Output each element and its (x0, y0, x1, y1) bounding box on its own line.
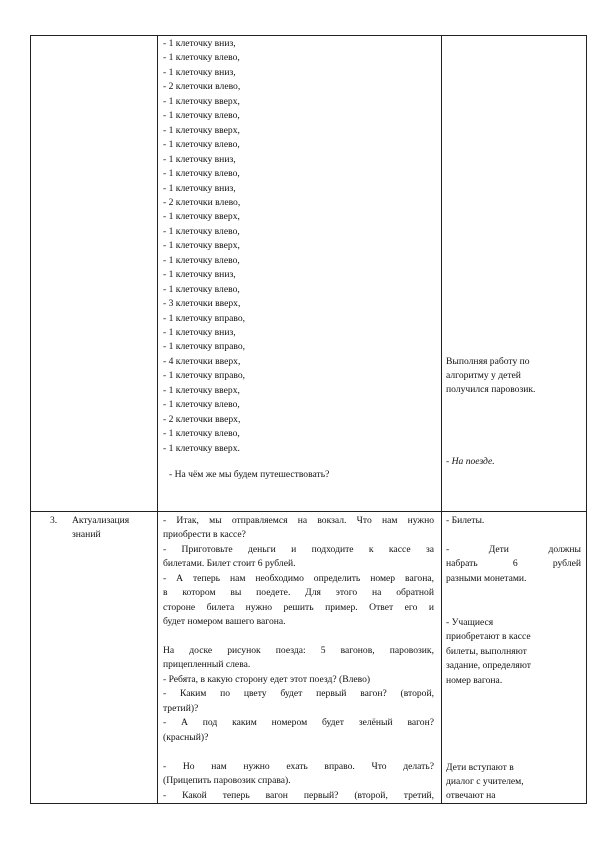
column-divider-1 (157, 35, 158, 804)
stage-title-line-2: знаний (72, 529, 101, 540)
algorithm-step: - 1 клеточку вверх, (163, 384, 240, 396)
algorithm-step: - 1 клеточку вверх. (163, 442, 240, 454)
algorithm-step: - 1 клеточку вниз, (163, 66, 236, 78)
teacher-text-line: приобрести в кассе? (163, 529, 246, 540)
algorithm-step: - 2 клеточки влево, (163, 81, 241, 93)
teacher-text-line: - А под каким номером будет зелёный вагон? (163, 717, 434, 728)
row-divider (30, 511, 587, 512)
children-text-line: - Учащиеся (446, 617, 494, 628)
algorithm-step: - 1 клеточку влево, (163, 139, 240, 151)
algorithm-step: - 1 клеточку вправо, (163, 341, 246, 353)
children-text-line: Дети вступают в (446, 762, 514, 773)
table-border-left (30, 35, 31, 804)
algorithm-step: - 1 клеточку вправо, (163, 370, 246, 382)
algorithm-step: - 1 клеточку влево, (163, 225, 240, 237)
result-note-line-2: алгоритму у детей (446, 370, 521, 381)
algorithm-step: - 1 клеточку влево, (163, 168, 240, 180)
algorithm-step: - 1 клеточку вверх, (163, 95, 240, 107)
teacher-text-line: - Приготовьте деньги и подходите к кассе за (163, 544, 434, 555)
algorithm-step: - 2 клеточки вверх, (163, 413, 241, 425)
table-border-right (586, 35, 587, 804)
algorithm-step: - 1 клеточку влево, (163, 399, 240, 411)
teacher-text-line: - Ребята, в какую сторону едет этот поезд? (Влево) (163, 674, 371, 685)
algorithm-step: - 1 клеточку вниз, (163, 182, 236, 194)
children-text-line: - Дети должны (446, 544, 581, 555)
algorithm-step: - 1 клеточку вверх, (163, 211, 240, 223)
algorithm-step: - 3 клеточки вверх, (163, 298, 241, 310)
teacher-text-line: будет номером вашего вагона. (163, 616, 286, 627)
teacher-text-line: в котором вы поедете. Для этого на обратной (163, 587, 434, 598)
algorithm-step: - 1 клеточку вниз, (163, 269, 236, 281)
children-text-line: диалог с учителем, (446, 776, 524, 787)
teacher-text-line: (красный)? (163, 732, 209, 743)
teacher-question: - На чём же мы будем путешествовать? (169, 469, 330, 480)
children-text-line: набрать 6 рублей (446, 558, 581, 569)
children-text-line: приобретают в кассе (446, 631, 531, 642)
teacher-text-line: (Прицепить паровозик справа). (163, 775, 291, 786)
table-border-top (30, 35, 587, 36)
children-text-line: отвечают на (446, 790, 496, 801)
children-answer: - На поезде. (446, 456, 495, 467)
children-text-line: задание, определяют (446, 660, 531, 671)
algorithm-step: - 1 клеточку влево, (163, 428, 240, 440)
algorithm-step: - 1 клеточку влево, (163, 52, 240, 64)
algorithm-step: - 1 клеточку вправо, (163, 312, 246, 324)
table-border-bottom (30, 803, 587, 804)
stage-title-line-1: Актуализация (72, 515, 130, 526)
algorithm-step: - 1 клеточку вниз, (163, 327, 236, 338)
teacher-text-line: - А теперь нам необходимо определить номер вагона, (163, 573, 434, 584)
result-note-line-1: Выполняя работу по (446, 356, 530, 367)
children-text-line: разными монетами. (446, 573, 527, 584)
lesson-plan-table (30, 35, 587, 804)
children-text-line: номер вагона. (446, 675, 503, 686)
result-note-line-3: получился паровозик. (446, 384, 536, 395)
row-number: 3. (50, 515, 58, 526)
teacher-text-line: - Итак, мы отправляемся на вокзал. Что нам нужно (163, 515, 434, 526)
teacher-text-line: - Каким по цвету будет первый вагон? (второй, (163, 688, 434, 699)
algorithm-step: - 4 клеточки вверх, (163, 355, 241, 367)
teacher-text-line: На доске рисунок поезда: 5 вагонов, паровозик, (163, 645, 434, 656)
teacher-text-line: стороне билета нужно решить пример. Ответ его и (163, 602, 434, 613)
algorithm-step: - 2 клеточки влево, (163, 196, 241, 208)
algorithm-step: - 1 клеточку вверх, (163, 124, 240, 136)
teacher-text-line: - Но нам нужно ехать вправо. Что делать? (163, 761, 434, 772)
algorithm-step: - 1 клеточку вниз, (163, 153, 236, 165)
children-text-line: - Билеты. (446, 515, 485, 526)
algorithm-step: - 1 клеточку вниз, (163, 38, 236, 49)
teacher-text-line: третий)? (163, 703, 199, 714)
algorithm-step: - 1 клеточку вверх, (163, 240, 240, 252)
teacher-text-line: билетами. Билет стоит 6 рублей. (163, 558, 296, 569)
algorithm-step: - 1 клеточку влево, (163, 254, 240, 266)
algorithm-step: - 1 клеточку влево, (163, 283, 240, 295)
column-divider-2 (441, 35, 442, 804)
children-text-line: билеты, выполняют (446, 646, 527, 657)
teacher-text-line: прицепленный слева. (163, 659, 251, 670)
algorithm-step: - 1 клеточку влево, (163, 110, 240, 122)
teacher-text-line: - Какой теперь вагон первый? (второй, третий, (163, 790, 434, 801)
